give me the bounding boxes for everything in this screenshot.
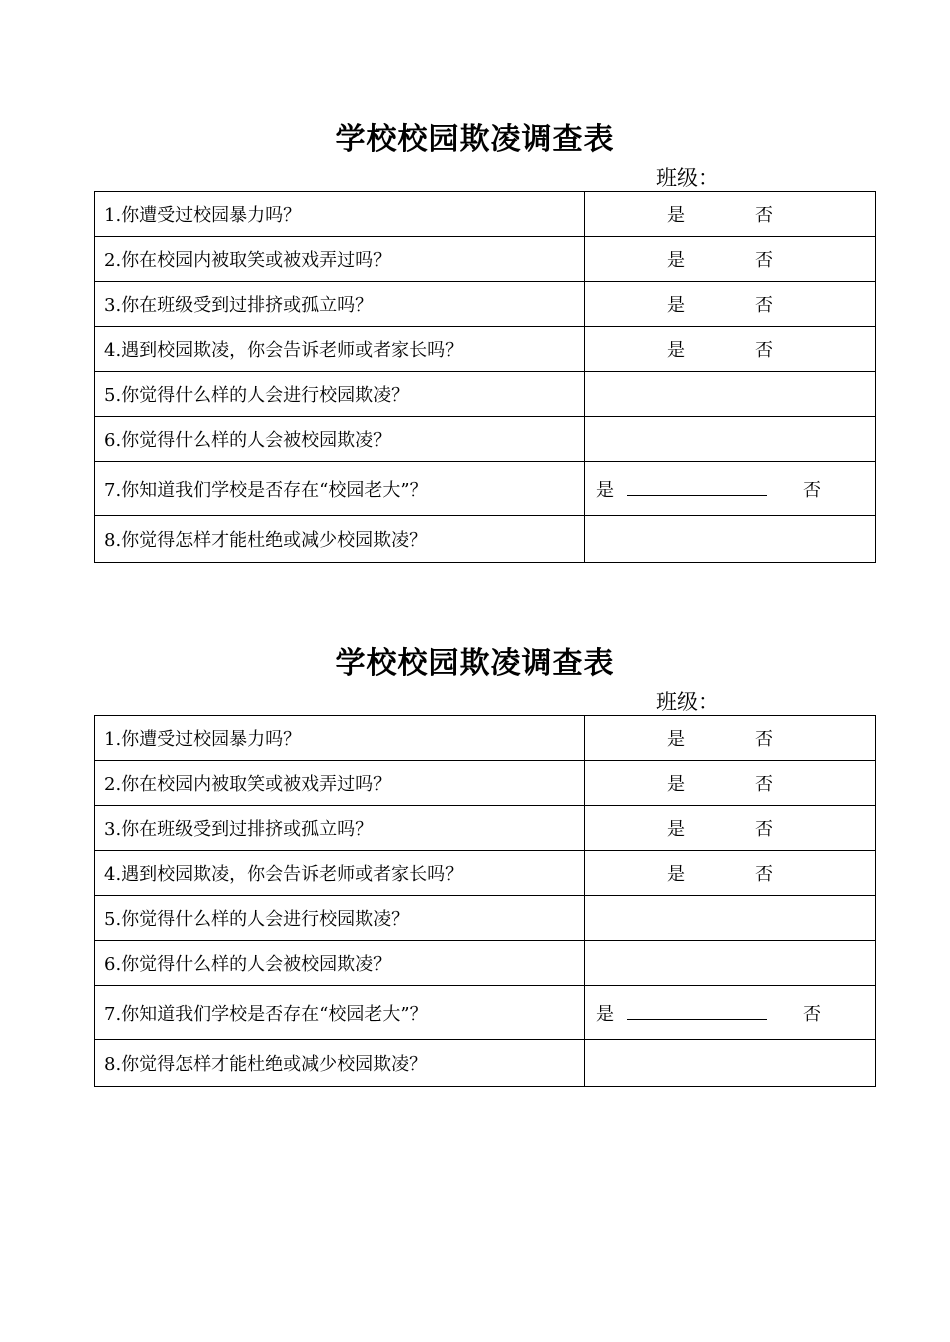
question-cell: 7.你知道我们学校是否存在“校园老大”？ bbox=[95, 986, 585, 1040]
question-cell: 4.遇到校园欺凌，你会告诉老师或者家长吗？ bbox=[95, 327, 585, 372]
class-field bbox=[656, 686, 833, 716]
yes-option[interactable]: 是 bbox=[667, 250, 685, 271]
table-row bbox=[95, 896, 876, 941]
question-cell: 2.你在校园内被取笑或被戏弄过吗？ bbox=[95, 761, 585, 806]
table-row bbox=[95, 462, 876, 516]
table-row bbox=[95, 327, 876, 372]
table-row bbox=[95, 237, 876, 282]
question-cell: 8.你觉得怎样才能杜绝或减少校园欺凌？ bbox=[95, 516, 585, 563]
no-option[interactable]: 否 bbox=[803, 479, 821, 501]
table-row bbox=[95, 761, 876, 806]
question-cell: 7.你知道我们学校是否存在“校园老大”？ bbox=[95, 462, 585, 516]
answer-cell[interactable] bbox=[585, 327, 876, 372]
table-row bbox=[95, 806, 876, 851]
answer-cell[interactable] bbox=[585, 986, 876, 1040]
no-option[interactable]: 否 bbox=[755, 340, 773, 361]
answer-input-cell[interactable] bbox=[585, 417, 876, 462]
question-cell: 8.你觉得怎样才能杜绝或减少校园欺凌？ bbox=[95, 1040, 585, 1087]
answer-input-cell[interactable] bbox=[585, 372, 876, 417]
table-row bbox=[95, 192, 876, 237]
yes-option[interactable]: 是 bbox=[667, 774, 685, 795]
survey-table bbox=[94, 715, 876, 1087]
question-cell: 1.你遭受过校园暴力吗？ bbox=[95, 192, 585, 237]
class-field bbox=[656, 162, 833, 192]
answer-cell[interactable] bbox=[585, 192, 876, 237]
answer-input-cell[interactable] bbox=[585, 516, 876, 563]
yes-option[interactable]: 是 bbox=[596, 1003, 614, 1025]
no-option[interactable]: 否 bbox=[755, 729, 773, 750]
table-row bbox=[95, 986, 876, 1040]
table-row bbox=[95, 417, 876, 462]
no-option[interactable]: 否 bbox=[755, 864, 773, 885]
answer-cell[interactable] bbox=[585, 761, 876, 806]
table-row bbox=[95, 716, 876, 761]
name-blank-input[interactable] bbox=[627, 495, 767, 496]
question-cell: 5.你觉得什么样的人会进行校园欺凌？ bbox=[95, 896, 585, 941]
answer-input-cell[interactable] bbox=[585, 941, 876, 986]
table-row bbox=[95, 282, 876, 327]
class-blank-input[interactable] bbox=[721, 171, 833, 192]
yes-option[interactable]: 是 bbox=[667, 340, 685, 361]
survey-title: 学校校园欺凌调查表 bbox=[335, 122, 615, 157]
question-cell: 4.遇到校园欺凌，你会告诉老师或者家长吗？ bbox=[95, 851, 585, 896]
no-option[interactable]: 否 bbox=[755, 819, 773, 840]
answer-input-cell[interactable] bbox=[585, 896, 876, 941]
survey-table bbox=[94, 191, 876, 563]
question-cell: 3.你在班级受到过排挤或孤立吗？ bbox=[95, 806, 585, 851]
survey-title: 学校校园欺凌调查表 bbox=[335, 646, 615, 681]
question-cell: 6.你觉得什么样的人会被校园欺凌？ bbox=[95, 941, 585, 986]
no-option[interactable]: 否 bbox=[755, 205, 773, 226]
answer-cell[interactable] bbox=[585, 806, 876, 851]
question-cell: 5.你觉得什么样的人会进行校园欺凌？ bbox=[95, 372, 585, 417]
yes-option[interactable]: 是 bbox=[667, 729, 685, 750]
class-label: 班级： bbox=[656, 690, 719, 714]
answer-cell[interactable] bbox=[585, 462, 876, 516]
yes-option[interactable]: 是 bbox=[667, 295, 685, 316]
table-row bbox=[95, 516, 876, 563]
no-option[interactable]: 否 bbox=[755, 774, 773, 795]
answer-cell[interactable] bbox=[585, 716, 876, 761]
answer-cell[interactable] bbox=[585, 851, 876, 896]
no-option[interactable]: 否 bbox=[755, 250, 773, 271]
table-row bbox=[95, 851, 876, 896]
no-option[interactable]: 否 bbox=[803, 1003, 821, 1025]
yes-option[interactable]: 是 bbox=[667, 864, 685, 885]
question-cell: 6.你觉得什么样的人会被校园欺凌？ bbox=[95, 417, 585, 462]
question-cell: 1.你遭受过校园暴力吗？ bbox=[95, 716, 585, 761]
no-option[interactable]: 否 bbox=[755, 295, 773, 316]
question-cell: 3.你在班级受到过排挤或孤立吗？ bbox=[95, 282, 585, 327]
yes-option[interactable]: 是 bbox=[596, 479, 614, 501]
table-row bbox=[95, 1040, 876, 1087]
name-blank-input[interactable] bbox=[627, 1019, 767, 1020]
class-blank-input[interactable] bbox=[721, 695, 833, 716]
yes-option[interactable]: 是 bbox=[667, 205, 685, 226]
yes-option[interactable]: 是 bbox=[667, 819, 685, 840]
question-cell: 2.你在校园内被取笑或被戏弄过吗？ bbox=[95, 237, 585, 282]
answer-input-cell[interactable] bbox=[585, 1040, 876, 1087]
table-row bbox=[95, 372, 876, 417]
answer-cell[interactable] bbox=[585, 282, 876, 327]
answer-cell[interactable] bbox=[585, 237, 876, 282]
class-label: 班级： bbox=[656, 166, 719, 190]
table-row bbox=[95, 941, 876, 986]
